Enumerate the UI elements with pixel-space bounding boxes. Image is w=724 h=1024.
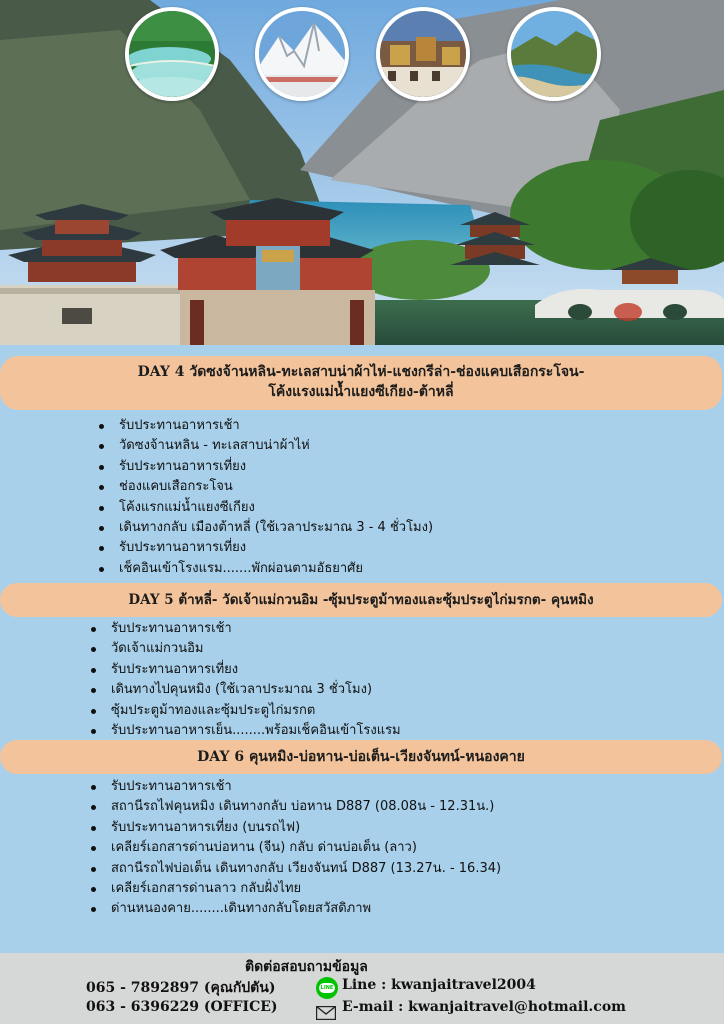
list-item: รับประทานอาหารเย็น........พร้อมเช็คอินเข้าโรงแรม [90,721,401,741]
day-5-banner [0,583,722,617]
list-item: เคลียร์เอกสารด่านบ่อหาน (จีน) กลับ ด่านบ่อเต็น (ลาว) [90,838,501,858]
hero-illustration [0,0,724,345]
list-item: รับประทานอาหารเช้า [98,416,433,436]
list-item: วัดซงจ้านหลิน - ทะเลสาบน่าผ้าไห่ [98,436,433,456]
list-item: รับประทานอาหารเช้า [90,619,401,639]
list-item: ด่านหนองคาย........เดินทางกลับโดยสวัสดิภาพ [90,899,501,919]
day-6-title: DAY 6 คุนหมิง-บ่อหาน-บ่อเต็น-เวียงจันทน์-หนองคาย [197,749,525,765]
day-6-banner [0,740,722,774]
contact-phone-2[interactable]: 063 - 6396229 (OFFICE) [86,999,278,1015]
day-4-activity-list [98,416,433,579]
list-item: โค้งแรกแม่น้ำแยงซีเกียง [98,498,433,518]
list-item: สถานีรถไฟบ่อเต็น เดินทางกลับ เวียงจันทน์ D887 (13.27น. - 16.34) [90,859,501,879]
photo-thumbnail-terraces [125,7,219,101]
list-item: รับประทานอาหารเที่ยง [98,457,433,477]
list-item: สถานีรถไฟคุนหมิง เดินทางกลับ บ่อหาน D887 (08.08น - 12.31น.) [90,797,501,817]
list-item: เดินทางกลับ เมืองต้าหลี่ (ใช้เวลาประมาณ 3 - 4 ชั่วโมง) [98,518,433,538]
photo-thumbnail-river-bend [507,7,601,101]
contact-heading: ติดต่อสอบถามข้อมูล [245,959,368,975]
day-6-activity-list [90,777,501,920]
list-item: รับประทานอาหารเที่ยง (บนรถไฟ) [90,818,501,838]
photo-thumbnail-monastery [376,7,470,101]
list-item: รับประทานอาหารเที่ยง [98,538,433,558]
list-item: วัดเจ้าแม่กวนอิม [90,639,401,659]
list-item: เช็คอินเข้าโรงแรม.......พักผ่อนตามอัธยาศัย [98,559,433,579]
day-4-title-line2: โค้งแรงแม่น้ำแยงซีเกียง-ต้าหลี่ [268,384,454,400]
list-item: เดินทางไปคุนหมิง (ใช้เวลาประมาณ 3 ชั่วโมง) [90,680,401,700]
list-item: ช่องแคบเสือกระโจน [98,477,433,497]
photo-thumbnail-snow-mountain [255,7,349,101]
list-item: ซุ้มประตูม้าทองและซุ้มประตูไก่มรกต [90,701,401,721]
list-item: เคลียร์เอกสารด่านลาว กลับฝั่งไทย [90,879,501,899]
contact-footer [0,953,724,1024]
day-5-activity-list [90,619,401,741]
list-item: รับประทานอาหารเช้า [90,777,501,797]
day-5-title: DAY 5 ต้าหลี่- วัดเจ้าแม่กวนอิม -ซุ้มประตูม้าทองและซุ้มประตูไก่มรกต- คุนหมิง [128,592,594,608]
email-icon [316,1005,336,1019]
email-address[interactable]: E-mail : kwanjaitravel@hotmail.com [342,999,626,1015]
line-id[interactable]: Line : kwanjaitravel2004 [342,977,536,993]
contact-phone-1[interactable]: 065 - 7892897 (คุณกัปตัน) [86,980,276,996]
line-icon: LINE [316,977,338,999]
day-4-banner [0,356,722,410]
day-4-title-line1: DAY 4 วัดซงจ้านหลิน-ทะเลสาบน่าผ้าไห่-แชงกรีล่า-ช่องแคบเสือกระโจน- [137,364,585,380]
list-item: รับประทานอาหารเที่ยง [90,660,401,680]
hero-photo-collage [0,0,724,345]
